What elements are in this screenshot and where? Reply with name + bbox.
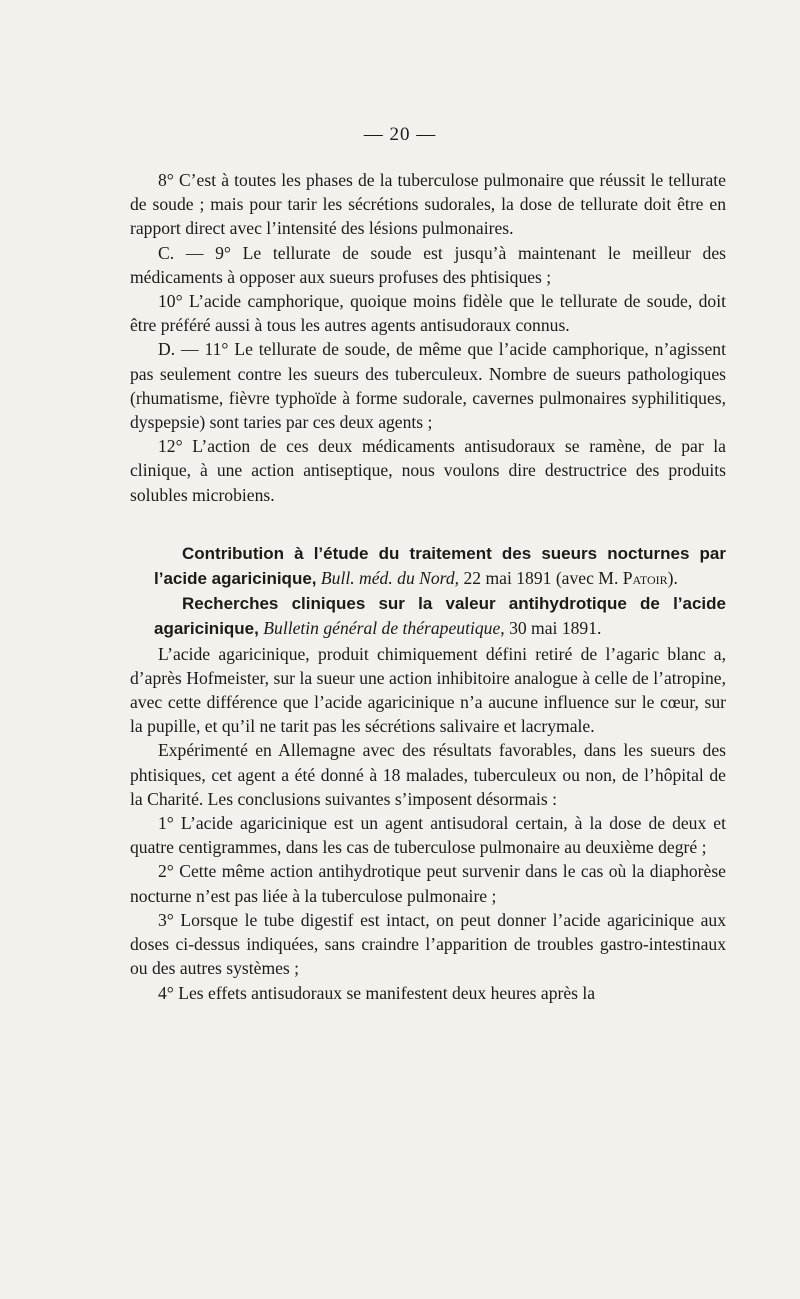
paragraph-conclusion-8: 8° C’est à toutes les phases de la tuberculose pulmonaire que réussit le tellurate de soude ; mais pour tarir les sécrétions sudorales, la dose de tellurate doit être en rapport direct avec l’intensité des lésions pulmonaires. bbox=[130, 170, 726, 239]
paragraph-finding-2: 2° Cette même action antihydrotique peut survenir dans le cas où la diaphorèse nocturne n’est pas liée à la tuberculose pulmonaire ; bbox=[130, 861, 726, 906]
heading-1-title: Contribution à l’étude du traitement des sueurs nocturnes par l’acide agaricinique, bbox=[154, 543, 726, 589]
paragraph-agaricinic-intro: L’acide agaricinique, produit chimiquement défini retiré de l’agaric blanc a, d’après Hofmeister, sur la sueur une action inhibitoire analogue à celle de l’atropine, avec cette différence que l’acide agaricinique n’a aucune influence sur le cœur, sur la pupille, et qu’il ne tarit pas les sécrétions salivaire et lacrymale. bbox=[130, 643, 726, 737]
section-gap bbox=[130, 507, 726, 541]
paragraph-finding-3: 3° Lorsque le tube digestif est intact, on peut donner l’acide agaricinique aux doses ci-dessus indiquées, sans craindre l’apparition de troubles gastro-intestinaux ou des autres systèmes ; bbox=[130, 909, 726, 979]
heading-2-journal: Bulletin général de thérapeutique, bbox=[263, 618, 505, 639]
heading-1-end: ). bbox=[667, 568, 678, 589]
heading-2-title: Recherches cliniques sur la valeur antihydrotique de l’acide agaricinique, bbox=[154, 594, 726, 639]
heading-1-coauthor: Patoir bbox=[622, 568, 668, 589]
paragraph-finding-1: 1° L’acide agaricinique est un agent antisudoral certain, à la dose de deux et quatre centigrammes, dans les cas de tuberculose pulmonaire au deuxième degré ; bbox=[130, 813, 726, 858]
paragraph-conclusion-11: D. — 11° Le tellurate de soude, de même que l’acide camphorique, n’agissent pas seulement contre les sueurs des tuberculeux. Nombre de sueurs pathologiques (rhumatisme, fièvre typhoïde à forme sudorale, cavernes pulmonaires syphilitiques, dyspepsie) sont taries par ces deux agents ; bbox=[130, 339, 726, 433]
heading-2-date: 30 mai 1891. bbox=[509, 618, 602, 639]
publication-heading-1 bbox=[130, 541, 726, 591]
paragraph-finding-4: 4° Les effets antisudoraux se manifestent deux heures après la bbox=[158, 982, 596, 1003]
paragraph-experiment: Expérimenté en Allemagne avec des résultats favorables, dans les sueurs des phtisiques, cet agent a été donné à 18 malades, tuberculeux ou non, de l’hôpital de la Charité. Les conclusions suivantes s’imposent désormais : bbox=[130, 740, 726, 809]
page-number: — 20 — bbox=[363, 124, 437, 145]
heading-1-date: 22 mai 1891 (avec M. bbox=[463, 568, 619, 589]
heading-1-journal: Bull. méd. du Nord, bbox=[320, 568, 460, 589]
paragraph-conclusion-9: C. — 9° Le tellurate de soude est jusqu’à maintenant le meilleur des médicaments à opposer aux sueurs profuses des phtisiques ; bbox=[130, 242, 726, 287]
paragraph-conclusion-12: 12° L’action de ces deux médicaments antisudoraux se ramène, de par la clinique, à une action antiseptique, nous voulons dire destructrice des produits solubles microbiens. bbox=[130, 436, 726, 505]
page-body bbox=[130, 168, 726, 1005]
publication-heading-2 bbox=[130, 591, 726, 641]
paragraph-conclusion-10: 10° L’acide camphorique, quoique moins fidèle que le tellurate de soude, doit être préféré aussi à tous les autres agents antisudoraux connus. bbox=[130, 291, 726, 336]
